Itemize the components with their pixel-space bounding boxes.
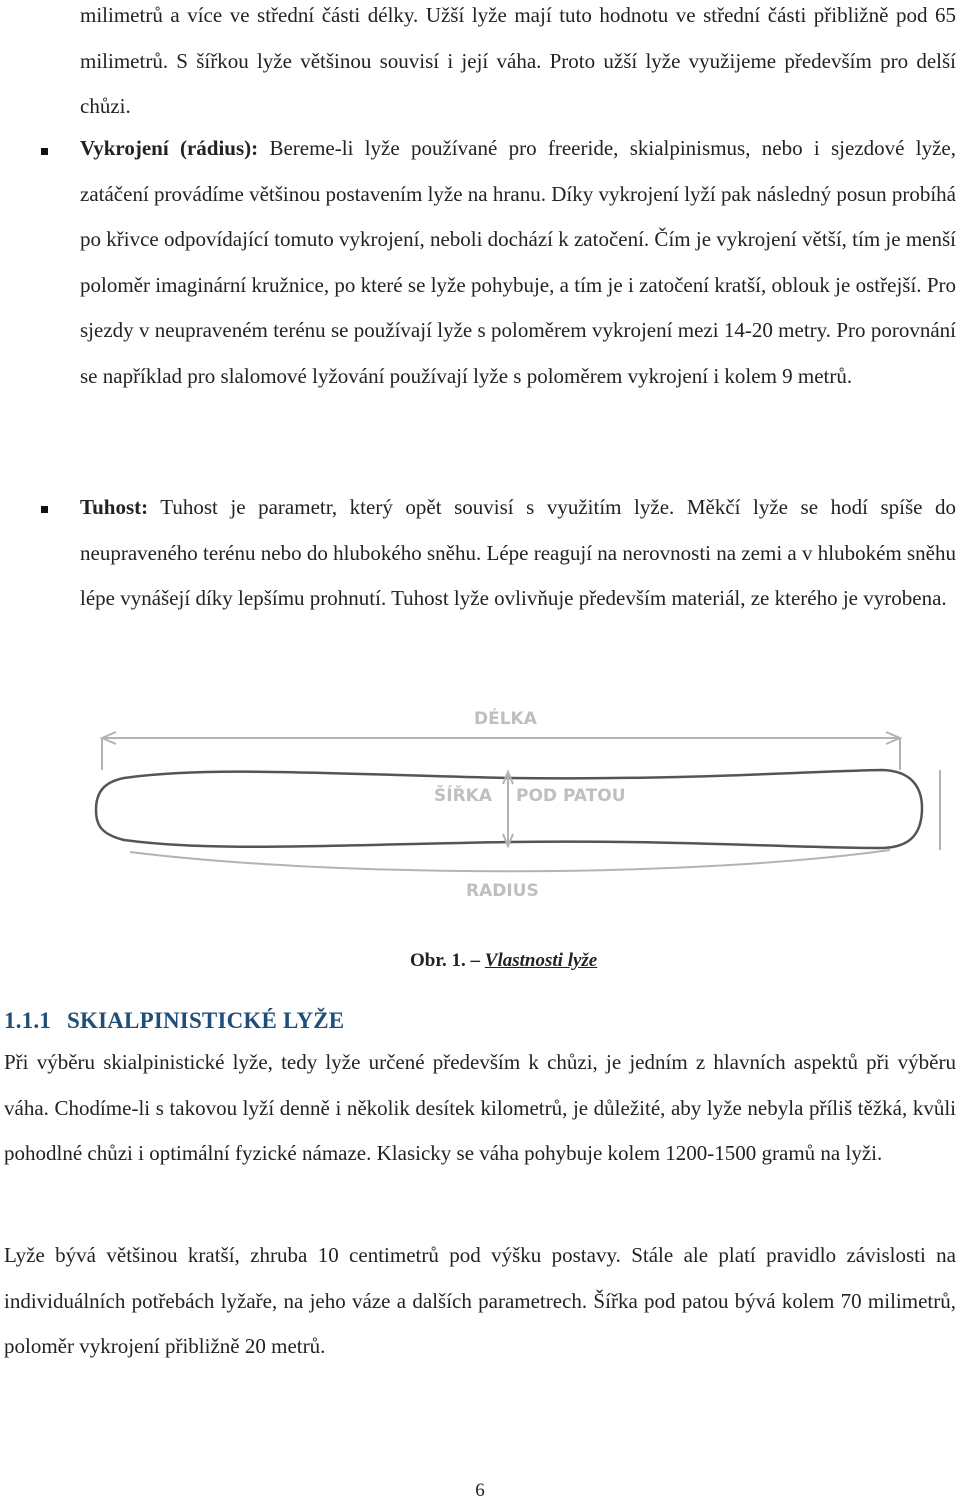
bullet-marker [41,148,48,155]
bullet-radius [80,126,956,399]
under-foot-label: POD PATOU [516,786,626,806]
caption-prefix: Obr. 1. [410,950,466,971]
paragraph-length: Lyže bývá většinou kratší, zhruba 10 centimetrů pod výšku postavy. Stále ale platí pravidlo závislosti na individuálních potřebách lyžaře, na jeho váze a dalších parametrech. Šířka pod patou bývá kolem 70 milimetrů, poloměr vykrojení přibližně 20 metrů. [4,1243,956,1358]
length-label: DÉLKA [474,709,537,729]
radius-label: RADIUS [466,881,539,901]
bullet-stiffness [80,485,956,622]
bullet-marker [41,506,48,513]
bullet-text: Tuhost je parametr, který opět souvisí s využitím lyže. Měkčí lyže se hodí spíše do neupraveného terénu nebo do hlubokého sněhu. Lépe reagují na nerovnosti na zemi a v hlubokém sněhu lépe vynášejí díky lepšímu prohnutí. Tuhost lyže ovlivňuje především materiál, ze kterého je vyrobena. [80,495,956,610]
caption-dash: – [465,950,485,971]
caption-title: Vlastnosti lyže [484,950,598,971]
ski-properties-diagram [90,700,950,920]
radius-arc [130,850,890,871]
paragraph-weight: Při výběru skialpinistické lyže, tedy lyže určené především k chůzi, je jedním z hlavních aspektů při výběru váha. Chodíme-li s takovou lyží denně i několik desítek kilometrů, je důležité, aby lyže nebyla příliš těžká, kvůli pohodlné chůzi i optimální fyzické námaze. Klasicky se váha pohybuje kolem 1200-1500 gramů na lyži. [4,1050,956,1165]
section-heading [4,1008,344,1034]
bullet-term: Tuhost: [80,495,149,519]
bullet-text: Bereme-li lyže používané pro freeride, skialpinismus, nebo i sjezdové lyže, zatáčení provádíme většinou postavením lyže na hranu. Díky vykrojení lyží pak následný posun probíhá po křivce odpovídající tomuto vykrojení, neboli dochází k zatočení. Čím je vykrojení větší, tím je menší poloměr imaginární kružnice, po které se lyže pohybuje, a tím je i zatočení kratší, oblouk je ostřejší. Pro sjezdy v neupraveném terénu se používají lyže s poloměrem vykrojení mezi 14-20 metry. Pro porovnání se například pro slalomové lyžování používají lyže s poloměrem vykrojení i kolem 9 metrů. [80,136,956,388]
section-title: SKIALPINISTICKÉ LYŽE [67,1008,345,1033]
continued-paragraph: milimetrů a více ve střední části délky. Užší lyže mají tuto hodnotu ve střední části přibližně pod 65 milimetrů. S šířkou lyže většinou souvisí i její váha. Proto užší lyže využijeme především pro delší chůzi. [80,3,956,118]
width-label: ŠÍŘKA [434,786,492,806]
page-number: 6 [475,1480,485,1501]
figure-caption [410,950,597,972]
bullet-term: Vykrojení (rádius): [80,136,259,160]
section-number: 1.1.1 [4,1008,51,1033]
